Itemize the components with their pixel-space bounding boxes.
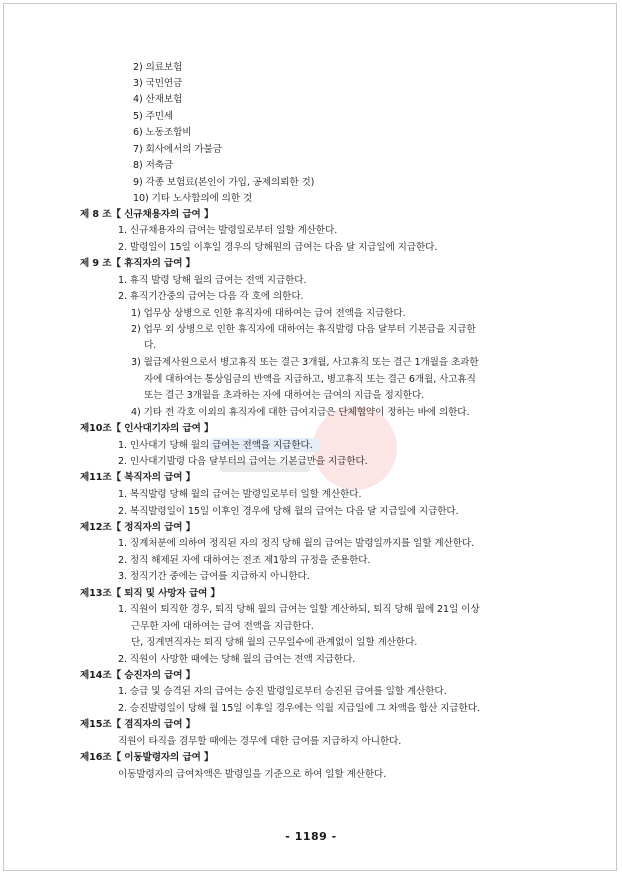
sub-clause: 자에 대하여는 통상임금의 반액을 지급하고, 병고휴직 또는 결근 6개월, 사고휴직	[144, 374, 476, 385]
sub-clause: 또는 결근 3개월을 초과하는 자에 대하여는 급여의 지급을 정지한다.	[144, 390, 425, 401]
list-item: 9) 각종 보험료(본인이 가입, 공제의뢰한 것)	[133, 177, 315, 188]
list-item: 7) 회사에서의 가불금	[133, 144, 222, 155]
clause: 2. 직원이 사망한 때에는 당해 월의 급여는 전액 지급한다.	[118, 654, 356, 665]
clause: 1. 신규채용자의 급여는 발령일로부터 일할 계산한다.	[118, 225, 338, 236]
sub-clause: 4) 기타 전 각호 이외의 휴직자에 대한 급여지급은 단체협약이 정하는 바에 의한다.	[131, 407, 470, 418]
list-item: 10) 기타 노사합의에 의한 것	[133, 193, 253, 204]
list-item: 8) 저축금	[133, 160, 174, 171]
clause-continuation: 단, 징계면직자는 퇴직 당해 월의 근무일수에 관계없이 일할 계산한다.	[131, 637, 418, 648]
clause: 1. 복직발령 당해 월의 급여는 발령일로부터 일할 계산한다.	[118, 489, 362, 500]
clause: 3. 정직기간 중에는 급여를 지급하지 아니한다.	[118, 571, 310, 582]
article-heading: 제 8 조【 신규채용자의 급여 】	[80, 209, 214, 220]
list-item: 2) 의료보험	[133, 62, 183, 73]
list-item: 5) 주민세	[133, 111, 174, 122]
clause: 2. 인사대기발령 다음 달부터의 급여는 기본급만을 지급한다.	[118, 456, 368, 467]
clause: 1. 승급 및 승격된 자의 급여는 승진 발령일로부터 승진된 급여를 일할 계산한다.	[118, 686, 447, 697]
clause: 2. 정직 해제된 자에 대하여는 전조 제1항의 규정을 준용한다.	[118, 555, 371, 566]
clause: 2. 휴직기간중의 급여는 다음 각 호에 의한다.	[118, 291, 304, 302]
article-heading: 제16조【 이동발령자의 급여 】	[80, 752, 214, 763]
clause: 이동발령자의 급여차액은 발령일을 기준으로 하여 일할 계산한다.	[118, 769, 387, 780]
clause: 2. 발령일이 15일 이후일 경우의 당해원의 급여는 다음 달 지급일에 지급한다.	[118, 242, 438, 253]
sub-clause: 다.	[144, 340, 157, 351]
article-heading: 제13조【 퇴직 및 사망자 급여 】	[80, 588, 221, 599]
clause: 1. 직원이 퇴직한 경우, 퇴직 당해 월의 급여는 일할 계산하되, 퇴직 당해 월에 21일 이상	[118, 604, 480, 615]
sub-clause: 3) 월급제사원으로서 병고휴직 또는 결근 3개월, 사고휴직 또는 결근 1개월을 초과한	[131, 357, 479, 368]
article-heading: 제11조【 복직자의 급여 】	[80, 472, 196, 483]
article-heading: 제 9 조【 휴직자의 급여 】	[80, 258, 196, 269]
sub-clause: 2) 업무 외 상병으로 인한 휴직자에 대하여는 휴직발령 다음 달부터 기본급을 지급한	[131, 324, 476, 335]
clause: 2. 승진발령일이 당해 월 15일 이후일 경우에는 익월 지급일에 그 차액을 합산 지급한다.	[118, 703, 480, 714]
page-number: - 1189 -	[285, 830, 337, 843]
clause: 직원이 타직을 겸무할 때에는 경무에 대한 급여를 지급하지 아니한다.	[118, 736, 402, 747]
clause: 1. 징계처분에 의하여 정직된 자의 정직 당해 월의 급여는 발령일까지를 일할 계산한다.	[118, 538, 475, 549]
clause: 2. 복직발령일이 15일 이후인 경우에 당해 월의 급여는 다음 달 지급일에 지급한다.	[118, 506, 459, 517]
clause: 1. 휴직 발령 당해 월의 급여는 전액 지급한다.	[118, 275, 307, 286]
clause: 1. 인사대기 당해 월의 급여는 전액을 지급한다.	[118, 440, 313, 451]
list-item: 4) 산재보험	[133, 94, 183, 105]
article-heading: 제12조【 정직자의 급여 】	[80, 522, 196, 533]
list-item: 3) 국민연금	[133, 78, 183, 89]
article-heading: 제10조【 인사대기자의 급여 】	[80, 423, 214, 434]
article-heading: 제14조【 승진자의 급여 】	[80, 670, 196, 681]
article-heading: 제15조【 겸직자의 급여 】	[80, 719, 196, 730]
list-item: 6) 노동조합비	[133, 127, 192, 138]
clause-continuation: 근무한 자에 대하여는 급여 전액을 지급한다.	[131, 621, 314, 632]
sub-clause: 1) 업무상 상병으로 인한 휴직자에 대하여는 급여 전액을 지급한다.	[131, 308, 406, 319]
